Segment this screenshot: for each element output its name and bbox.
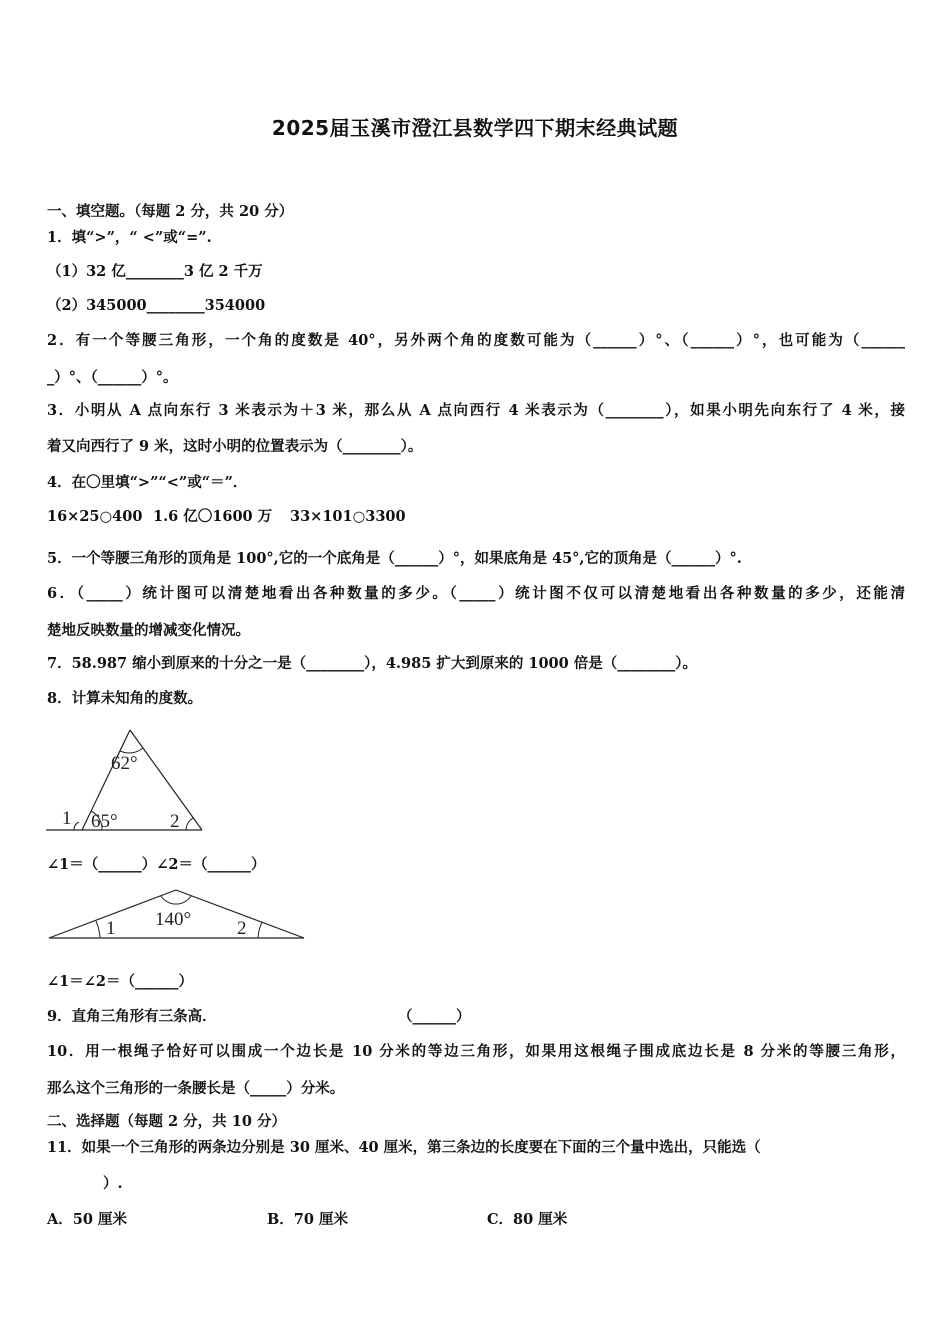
section2-heading: 二、选择题（每题 2 分，共 10 分） xyxy=(47,1113,286,1130)
q4-item-2: 1.6 亿〇1600 万 xyxy=(153,508,273,525)
q8-answer-1: ∠1＝（______）∠2＝（______） xyxy=(47,856,266,873)
fig1-angle-2-label: 2 xyxy=(170,811,180,832)
fig2-top-arc xyxy=(161,896,191,904)
q6-line2: 楚地反映数量的增减变化情况。 xyxy=(47,622,250,639)
fig1-right-arc xyxy=(186,818,193,830)
q11-option-b: B．70 厘米 xyxy=(267,1211,348,1228)
q8-stem: 8．计算未知角的度数。 xyxy=(47,690,203,707)
q1-part-a: （1）32 亿________3 亿 2 千万 xyxy=(47,263,263,280)
fig2-left-arc xyxy=(96,921,100,938)
triangle-figure-1 xyxy=(46,726,206,834)
q11-option-a: A．50 厘米 xyxy=(47,1211,127,1228)
fig1-left-angle-label: 65° xyxy=(91,811,118,832)
q11-option-c: C．80 厘米 xyxy=(487,1211,568,1228)
section1-heading: 一、填空题。（每题 2 分，共 20 分） xyxy=(47,203,294,220)
q10-line2: 那么这个三角形的一条腰长是（_____）分米。 xyxy=(47,1080,345,1097)
q9-blank: （______） xyxy=(398,1008,471,1025)
q6-line1: 6．（_____）统计图可以清楚地看出各种数量的多少。（_____）统计图不仅可以清楚地看出各种数量的多少，还能清 xyxy=(47,585,905,602)
q3-line2: 着又向西行了 9 米，这时小明的位置表示为（________）。 xyxy=(47,438,423,455)
fig2-angle-2-label: 2 xyxy=(237,918,247,939)
q7-line1: 7．58.987 缩小到原来的十分之一是（________），4.985 扩大到原来的 1000 倍是（________）。 xyxy=(47,655,698,672)
fig2-right-arc xyxy=(258,922,262,938)
fig1-right-side xyxy=(130,730,202,830)
fig1-angle-1-label: 1 xyxy=(62,808,72,829)
q4-stem: 4．在〇里填“>”“<”或“＝”． xyxy=(47,474,248,491)
fig1-top-angle-label: 62° xyxy=(111,753,138,774)
q1-part-b: （2）345000________354000 xyxy=(47,297,266,314)
q1-stem: 1．填“>”，“ <”或“=”. xyxy=(47,229,212,246)
q8-answer-2: ∠1＝∠2＝（______） xyxy=(47,973,193,990)
fig2-top-angle-label: 140° xyxy=(155,909,192,930)
q2-line2: _）°、（______）°。 xyxy=(47,369,178,386)
q4-item-1: 16×25○400 xyxy=(47,508,143,525)
q9-stem: 9．直角三角形有三条高． xyxy=(47,1008,217,1025)
q11-line2: ）. xyxy=(103,1175,123,1192)
q3-line1: 3．小明从 A 点向东行 3 米表示为＋3 米，那么从 A 点向西行 4 米表示为（________），如果小明先向东行了 4 米，接 xyxy=(47,402,905,419)
q11-line1: 11．如果一个三角形的两条边分别是 30 厘米、40 厘米，第三条边的长度要在下面的三个量中选出，只能选（ xyxy=(47,1139,761,1156)
fig1-exterior-arc xyxy=(74,822,79,830)
page-title: 2025届玉溪市澄江县数学四下期末经典试题 xyxy=(271,116,679,140)
q10-line1: 10．用一根绳子恰好可以围成一个边长是 10 分米的等边三角形，如果用这根绳子围成底边长是 8 分米的等腰三角形， xyxy=(47,1043,905,1060)
q4-item-3: 33×101○3300 xyxy=(290,508,406,525)
q5-line1: 5．一个等腰三角形的顶角是 100°,它的一个底角是（______）°，如果底角是 45°,它的顶角是（______）°. xyxy=(47,550,742,567)
q2-line1: 2．有一个等腰三角形，一个角的度数是 40°，另外两个角的度数可能为（______）°、（______）°，也可能为（______ xyxy=(47,332,905,349)
fig2-angle-1-label: 1 xyxy=(106,918,116,939)
triangle-figure-2 xyxy=(46,884,308,944)
